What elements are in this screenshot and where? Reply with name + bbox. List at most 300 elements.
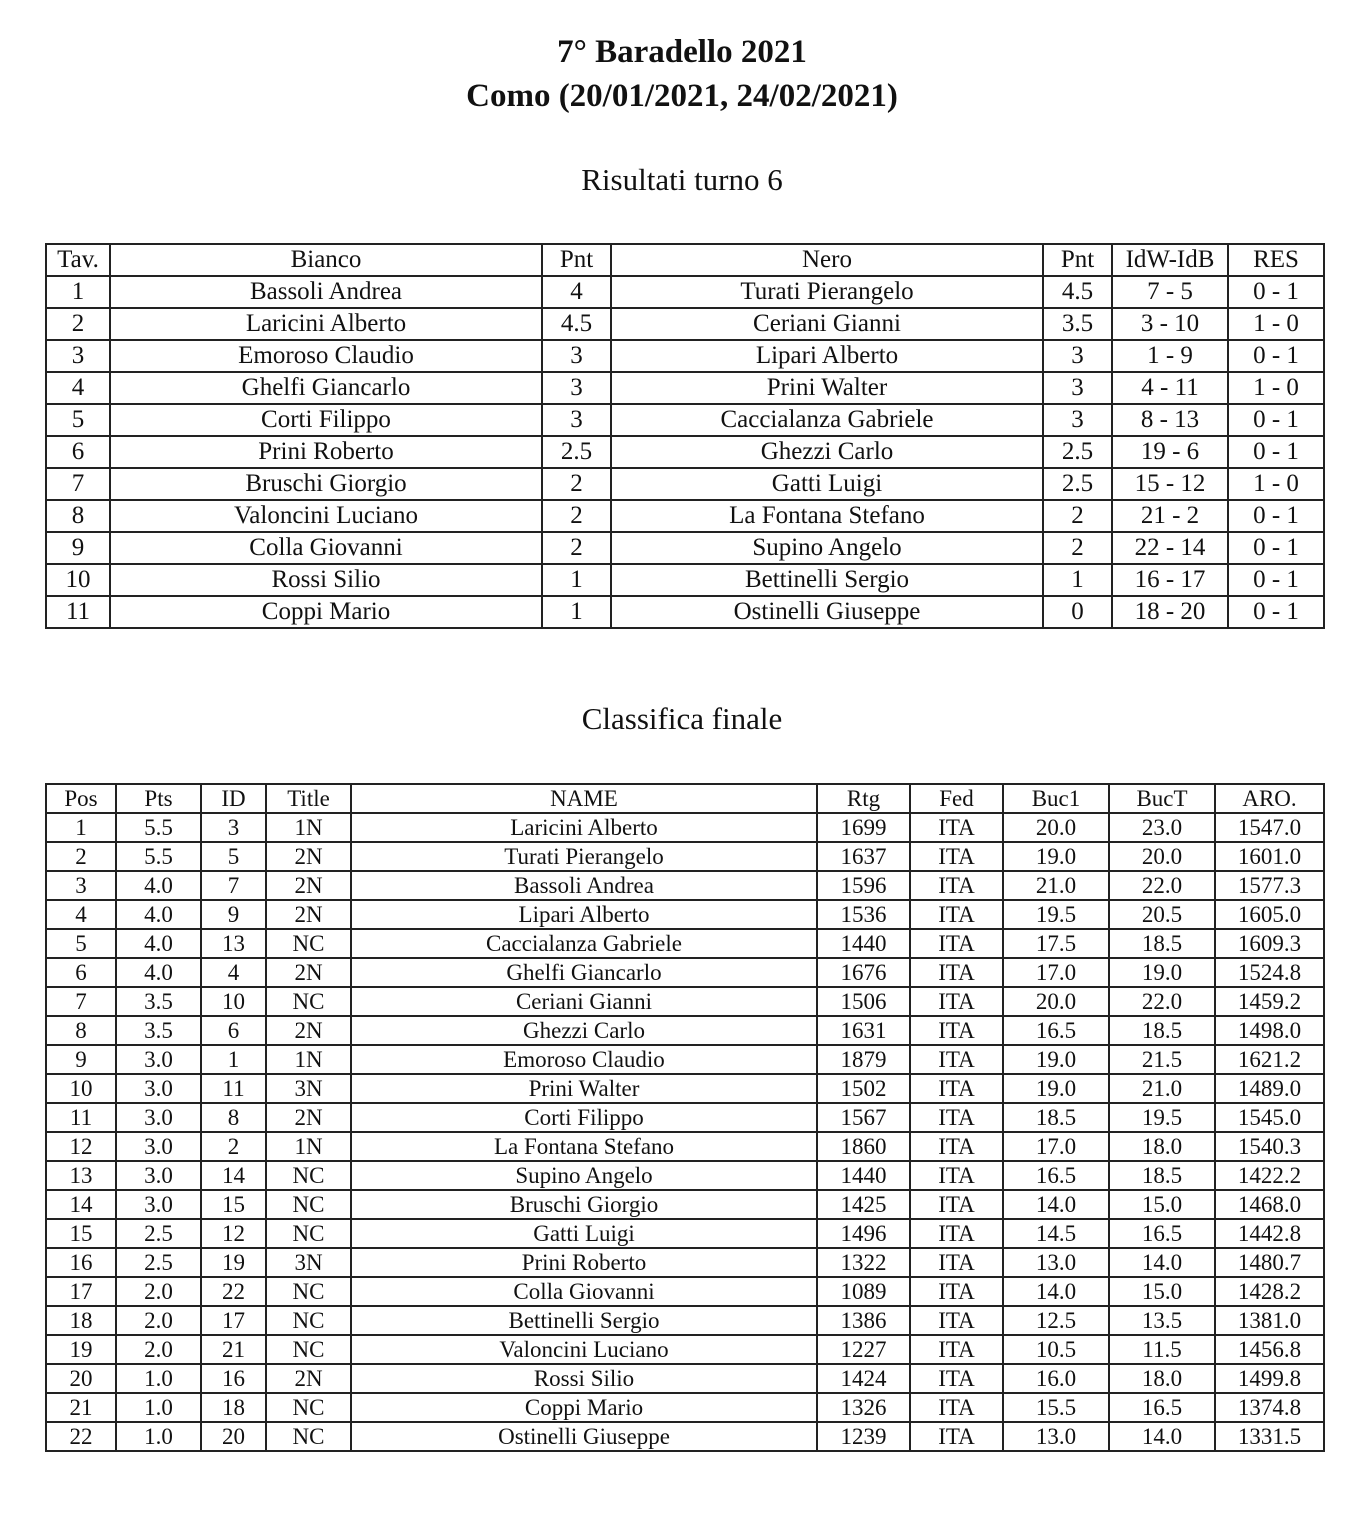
table-row bbox=[46, 372, 1324, 404]
table-cell: 16.5 bbox=[1003, 1016, 1109, 1045]
table-cell: 13.0 bbox=[1003, 1422, 1109, 1451]
table-cell: 1374.8 bbox=[1215, 1393, 1324, 1422]
table-cell: 1605.0 bbox=[1215, 900, 1324, 929]
table-cell: 14 bbox=[46, 1190, 116, 1219]
table-cell: 15.0 bbox=[1109, 1277, 1215, 1306]
table-cell: 21 bbox=[46, 1393, 116, 1422]
table-cell: 7 - 5 bbox=[1112, 276, 1228, 308]
table-cell: ITA bbox=[910, 958, 1003, 987]
table-cell: Colla Giovanni bbox=[351, 1277, 817, 1306]
table-cell: 4 bbox=[542, 276, 611, 308]
table-cell: 1 bbox=[201, 1045, 266, 1074]
table-cell: 1577.3 bbox=[1215, 871, 1324, 900]
table-row bbox=[46, 1219, 1324, 1248]
table-cell: 1 bbox=[1043, 564, 1112, 596]
table-cell: 3 bbox=[542, 404, 611, 436]
table-row bbox=[46, 564, 1324, 596]
table-cell: La Fontana Stefano bbox=[611, 500, 1043, 532]
table-cell: 1227 bbox=[817, 1335, 910, 1364]
table-row bbox=[46, 404, 1324, 436]
table-cell: 10 bbox=[201, 987, 266, 1016]
table-cell: ITA bbox=[910, 1335, 1003, 1364]
table-cell: ITA bbox=[910, 1248, 1003, 1277]
table-cell: 14.0 bbox=[1109, 1248, 1215, 1277]
table-cell: 1N bbox=[266, 1132, 351, 1161]
table-cell: 1547.0 bbox=[1215, 813, 1324, 842]
table-cell: 4.0 bbox=[116, 929, 201, 958]
table-cell: 5 bbox=[46, 929, 116, 958]
table-cell: Rossi Silio bbox=[110, 564, 542, 596]
table-cell: 1489.0 bbox=[1215, 1074, 1324, 1103]
table-cell: 3.0 bbox=[116, 1132, 201, 1161]
table-cell: 3 bbox=[1043, 340, 1112, 372]
table-cell: 15 - 12 bbox=[1112, 468, 1228, 500]
table-cell: Supino Angelo bbox=[351, 1161, 817, 1190]
table-cell: Bettinelli Sergio bbox=[611, 564, 1043, 596]
table-cell: 13.5 bbox=[1109, 1306, 1215, 1335]
table-cell: 2N bbox=[266, 958, 351, 987]
table-cell: Laricini Alberto bbox=[351, 813, 817, 842]
table-cell: 5.5 bbox=[116, 813, 201, 842]
table-cell: 9 bbox=[46, 532, 110, 564]
table-cell: 1456.8 bbox=[1215, 1335, 1324, 1364]
table-cell: 2 bbox=[542, 532, 611, 564]
tournament-title: 7° Baradello 2021 bbox=[557, 34, 807, 70]
table-cell: 5 bbox=[46, 404, 110, 436]
table-cell: NC bbox=[266, 1277, 351, 1306]
table-cell: 1331.5 bbox=[1215, 1422, 1324, 1451]
table-cell: Ceriani Gianni bbox=[351, 987, 817, 1016]
table-cell: 1498.0 bbox=[1215, 1016, 1324, 1045]
table-cell: 2 bbox=[46, 308, 110, 340]
table-row bbox=[46, 1190, 1324, 1219]
table-cell: Caccialanza Gabriele bbox=[351, 929, 817, 958]
table-cell: 18.0 bbox=[1109, 1132, 1215, 1161]
table-cell: 13 bbox=[46, 1161, 116, 1190]
table-cell: 15.5 bbox=[1003, 1393, 1109, 1422]
column-header: Pnt bbox=[1043, 244, 1112, 276]
table-cell: 8 - 13 bbox=[1112, 404, 1228, 436]
table-cell: 4 bbox=[201, 958, 266, 987]
table-cell: ITA bbox=[910, 1306, 1003, 1335]
standings-body bbox=[46, 813, 1324, 1451]
table-cell: 3 - 10 bbox=[1112, 308, 1228, 340]
table-cell: ITA bbox=[910, 1103, 1003, 1132]
table-cell: 18 bbox=[46, 1306, 116, 1335]
table-row bbox=[46, 958, 1324, 987]
table-cell: 0 - 1 bbox=[1228, 404, 1324, 436]
table-cell: 3.5 bbox=[1043, 308, 1112, 340]
table-cell: 17 bbox=[46, 1277, 116, 1306]
table-cell: 1596 bbox=[817, 871, 910, 900]
table-cell: Bruschi Giorgio bbox=[351, 1190, 817, 1219]
table-cell: 6 bbox=[46, 436, 110, 468]
table-row bbox=[46, 1045, 1324, 1074]
column-header: IdW-IdB bbox=[1112, 244, 1228, 276]
table-row bbox=[46, 929, 1324, 958]
table-cell: 0 - 1 bbox=[1228, 276, 1324, 308]
table-cell: 22 bbox=[201, 1277, 266, 1306]
table-cell: 1 bbox=[542, 564, 611, 596]
table-cell: 14 bbox=[201, 1161, 266, 1190]
table-cell: ITA bbox=[910, 871, 1003, 900]
table-cell: ITA bbox=[910, 1045, 1003, 1074]
column-header: Nero bbox=[611, 244, 1043, 276]
table-cell: ITA bbox=[910, 1016, 1003, 1045]
table-row bbox=[46, 532, 1324, 564]
table-row bbox=[46, 1248, 1324, 1277]
column-header: Pos bbox=[46, 784, 116, 813]
table-cell: 1 - 0 bbox=[1228, 372, 1324, 404]
table-cell: Prini Roberto bbox=[351, 1248, 817, 1277]
table-cell: ITA bbox=[910, 813, 1003, 842]
table-cell: 1424 bbox=[817, 1364, 910, 1393]
table-cell: 4.0 bbox=[116, 871, 201, 900]
table-cell: 1496 bbox=[817, 1219, 910, 1248]
table-cell: 17.0 bbox=[1003, 1132, 1109, 1161]
table-cell: 7 bbox=[46, 987, 116, 1016]
table-cell: 16.5 bbox=[1003, 1161, 1109, 1190]
table-cell: Ghelfi Giancarlo bbox=[110, 372, 542, 404]
table-cell: 3 bbox=[542, 340, 611, 372]
table-cell: Bruschi Giorgio bbox=[110, 468, 542, 500]
table-cell: Lipari Alberto bbox=[351, 900, 817, 929]
table-cell: 2N bbox=[266, 1016, 351, 1045]
table-cell: 2.0 bbox=[116, 1306, 201, 1335]
table-cell: 3.0 bbox=[116, 1045, 201, 1074]
table-cell: 19 bbox=[46, 1335, 116, 1364]
table-cell: 18.0 bbox=[1109, 1364, 1215, 1393]
table-cell: 2N bbox=[266, 871, 351, 900]
table-cell: 1621.2 bbox=[1215, 1045, 1324, 1074]
table-cell: 0 - 1 bbox=[1228, 532, 1324, 564]
table-cell: 1N bbox=[266, 813, 351, 842]
document-header bbox=[0, 30, 1364, 118]
table-cell: 9 bbox=[201, 900, 266, 929]
table-cell: 16.5 bbox=[1109, 1219, 1215, 1248]
table-cell: 4.0 bbox=[116, 958, 201, 987]
table-cell: 3.0 bbox=[116, 1103, 201, 1132]
standings-heading: Classifica finale bbox=[581, 701, 783, 736]
table-cell: 19.0 bbox=[1003, 1074, 1109, 1103]
column-header: ID bbox=[201, 784, 266, 813]
table-cell: 12 bbox=[201, 1219, 266, 1248]
table-cell: Bassoli Andrea bbox=[351, 871, 817, 900]
table-cell: 1699 bbox=[817, 813, 910, 842]
table-cell: 3 bbox=[1043, 404, 1112, 436]
table-cell: 1459.2 bbox=[1215, 987, 1324, 1016]
table-cell: NC bbox=[266, 1219, 351, 1248]
table-cell: 23.0 bbox=[1109, 813, 1215, 842]
table-cell: 3 bbox=[46, 340, 110, 372]
table-row bbox=[46, 596, 1324, 628]
tournament-subtitle: Como (20/01/2021, 24/02/2021) bbox=[466, 78, 898, 114]
table-cell: 20.0 bbox=[1109, 842, 1215, 871]
table-cell: 20.0 bbox=[1003, 813, 1109, 842]
table-cell: 1381.0 bbox=[1215, 1306, 1324, 1335]
table-cell: ITA bbox=[910, 1277, 1003, 1306]
table-row bbox=[46, 1364, 1324, 1393]
table-row bbox=[46, 1335, 1324, 1364]
table-cell: 1322 bbox=[817, 1248, 910, 1277]
table-cell: 17.5 bbox=[1003, 929, 1109, 958]
table-cell: 2.0 bbox=[116, 1335, 201, 1364]
table-cell: 4 bbox=[46, 372, 110, 404]
table-cell: La Fontana Stefano bbox=[351, 1132, 817, 1161]
column-header: ARO. bbox=[1215, 784, 1324, 813]
table-cell: 22 bbox=[46, 1422, 116, 1451]
table-cell: 8 bbox=[46, 500, 110, 532]
table-cell: 16 bbox=[46, 1248, 116, 1277]
table-cell: 12 bbox=[46, 1132, 116, 1161]
table-cell: 1468.0 bbox=[1215, 1190, 1324, 1219]
table-cell: 4.5 bbox=[1043, 276, 1112, 308]
table-cell: 4 - 11 bbox=[1112, 372, 1228, 404]
table-cell: 5.5 bbox=[116, 842, 201, 871]
table-cell: 2 bbox=[201, 1132, 266, 1161]
table-cell: 1860 bbox=[817, 1132, 910, 1161]
table-cell: 2 bbox=[46, 842, 116, 871]
table-cell: 1386 bbox=[817, 1306, 910, 1335]
table-cell: 3 bbox=[201, 813, 266, 842]
table-cell: 16.0 bbox=[1003, 1364, 1109, 1393]
column-header: BucT bbox=[1109, 784, 1215, 813]
column-header: NAME bbox=[351, 784, 817, 813]
table-cell: 18.5 bbox=[1003, 1103, 1109, 1132]
table-cell: 3.0 bbox=[116, 1074, 201, 1103]
table-cell: 5 bbox=[201, 842, 266, 871]
table-cell: 16 bbox=[201, 1364, 266, 1393]
table-cell: 2.5 bbox=[116, 1219, 201, 1248]
results-table bbox=[45, 243, 1325, 629]
table-cell: 17.0 bbox=[1003, 958, 1109, 987]
table-cell: 1440 bbox=[817, 1161, 910, 1190]
table-row bbox=[46, 900, 1324, 929]
table-cell: 1 - 9 bbox=[1112, 340, 1228, 372]
table-cell: 1 bbox=[542, 596, 611, 628]
table-cell: 1879 bbox=[817, 1045, 910, 1074]
table-cell: 3.5 bbox=[116, 987, 201, 1016]
table-cell: 18 bbox=[201, 1393, 266, 1422]
table-cell: 19.0 bbox=[1003, 1045, 1109, 1074]
table-cell: 9 bbox=[46, 1045, 116, 1074]
table-cell: 1524.8 bbox=[1215, 958, 1324, 987]
table-cell: ITA bbox=[910, 1132, 1003, 1161]
table-cell: 18.5 bbox=[1109, 1016, 1215, 1045]
table-row bbox=[46, 1016, 1324, 1045]
table-cell: NC bbox=[266, 929, 351, 958]
table-cell: 1637 bbox=[817, 842, 910, 871]
table-cell: 1428.2 bbox=[1215, 1277, 1324, 1306]
table-cell: 1425 bbox=[817, 1190, 910, 1219]
table-cell: 1545.0 bbox=[1215, 1103, 1324, 1132]
table-cell: 2.0 bbox=[116, 1277, 201, 1306]
table-cell: 19.0 bbox=[1003, 842, 1109, 871]
table-cell: 21 bbox=[201, 1335, 266, 1364]
table-cell: 3 bbox=[542, 372, 611, 404]
table-row bbox=[46, 308, 1324, 340]
table-cell: 0 - 1 bbox=[1228, 340, 1324, 372]
table-cell: 2.5 bbox=[1043, 436, 1112, 468]
table-cell: ITA bbox=[910, 1074, 1003, 1103]
table-row bbox=[46, 1306, 1324, 1335]
table-cell: 22.0 bbox=[1109, 871, 1215, 900]
table-cell: 1502 bbox=[817, 1074, 910, 1103]
table-cell: 2N bbox=[266, 1103, 351, 1132]
table-cell: 21 - 2 bbox=[1112, 500, 1228, 532]
table-cell: 2N bbox=[266, 842, 351, 871]
table-cell: 20.5 bbox=[1109, 900, 1215, 929]
table-cell: ITA bbox=[910, 1364, 1003, 1393]
table-cell: NC bbox=[266, 987, 351, 1016]
table-cell: 2N bbox=[266, 1364, 351, 1393]
table-cell: 7 bbox=[46, 468, 110, 500]
table-cell: Caccialanza Gabriele bbox=[611, 404, 1043, 436]
table-row bbox=[46, 1161, 1324, 1190]
table-cell: Lipari Alberto bbox=[611, 340, 1043, 372]
table-cell: Colla Giovanni bbox=[110, 532, 542, 564]
table-cell: 3 bbox=[46, 871, 116, 900]
table-cell: 3.0 bbox=[116, 1161, 201, 1190]
table-cell: 2 bbox=[1043, 532, 1112, 564]
table-cell: 1 bbox=[46, 276, 110, 308]
table-cell: Ostinelli Giuseppe bbox=[351, 1422, 817, 1451]
table-cell: 1326 bbox=[817, 1393, 910, 1422]
table-cell: 1.0 bbox=[116, 1393, 201, 1422]
table-cell: 1540.3 bbox=[1215, 1132, 1324, 1161]
table-cell: 11 bbox=[46, 596, 110, 628]
table-cell: 4.5 bbox=[542, 308, 611, 340]
table-cell: Ghezzi Carlo bbox=[611, 436, 1043, 468]
table-cell: 11 bbox=[46, 1103, 116, 1132]
table-cell: 18 - 20 bbox=[1112, 596, 1228, 628]
table-cell: 1440 bbox=[817, 929, 910, 958]
table-cell: 1 bbox=[46, 813, 116, 842]
standings-table bbox=[45, 783, 1325, 1452]
table-cell: 1.0 bbox=[116, 1364, 201, 1393]
table-cell: Ostinelli Giuseppe bbox=[611, 596, 1043, 628]
table-cell: 18.5 bbox=[1109, 1161, 1215, 1190]
table-cell: 11 bbox=[201, 1074, 266, 1103]
table-row bbox=[46, 813, 1324, 842]
table-cell: 2.5 bbox=[1043, 468, 1112, 500]
column-header: Tav. bbox=[46, 244, 110, 276]
table-cell: 14.0 bbox=[1003, 1190, 1109, 1219]
table-cell: 15 bbox=[201, 1190, 266, 1219]
table-cell: Ghelfi Giancarlo bbox=[351, 958, 817, 987]
table-cell: Coppi Mario bbox=[351, 1393, 817, 1422]
table-cell: 19.0 bbox=[1109, 958, 1215, 987]
table-cell: Coppi Mario bbox=[110, 596, 542, 628]
table-cell: 1 - 0 bbox=[1228, 308, 1324, 340]
table-cell: ITA bbox=[910, 1219, 1003, 1248]
table-cell: Valoncini Luciano bbox=[110, 500, 542, 532]
table-cell: 1567 bbox=[817, 1103, 910, 1132]
table-cell: 21.5 bbox=[1109, 1045, 1215, 1074]
table-cell: Supino Angelo bbox=[611, 532, 1043, 564]
table-cell: 7 bbox=[201, 871, 266, 900]
table-cell: 1506 bbox=[817, 987, 910, 1016]
table-cell: 2 bbox=[542, 500, 611, 532]
table-cell: 1480.7 bbox=[1215, 1248, 1324, 1277]
table-cell: NC bbox=[266, 1306, 351, 1335]
column-header: Fed bbox=[910, 784, 1003, 813]
table-cell: 19.5 bbox=[1003, 900, 1109, 929]
table-row bbox=[46, 468, 1324, 500]
table-cell: 1499.8 bbox=[1215, 1364, 1324, 1393]
table-cell: 6 bbox=[46, 958, 116, 987]
table-cell: Corti Filippo bbox=[351, 1103, 817, 1132]
column-header: Bianco bbox=[110, 244, 542, 276]
table-cell: Laricini Alberto bbox=[110, 308, 542, 340]
table-cell: NC bbox=[266, 1422, 351, 1451]
table-row bbox=[46, 1103, 1324, 1132]
table-cell: 6 bbox=[201, 1016, 266, 1045]
table-cell: 0 - 1 bbox=[1228, 564, 1324, 596]
table-cell: 10.5 bbox=[1003, 1335, 1109, 1364]
table-cell: 1601.0 bbox=[1215, 842, 1324, 871]
table-cell: 14.0 bbox=[1003, 1277, 1109, 1306]
results-heading: Risultati turno 6 bbox=[581, 162, 783, 197]
table-row bbox=[46, 1422, 1324, 1451]
table-cell: 21.0 bbox=[1003, 871, 1109, 900]
standings-header-row bbox=[46, 784, 1324, 813]
table-cell: 3N bbox=[266, 1074, 351, 1103]
table-cell: Bassoli Andrea bbox=[110, 276, 542, 308]
table-cell: 1089 bbox=[817, 1277, 910, 1306]
table-cell: 21.0 bbox=[1109, 1074, 1215, 1103]
table-cell: 10 bbox=[46, 564, 110, 596]
results-body bbox=[46, 276, 1324, 628]
table-cell: Turati Pierangelo bbox=[351, 842, 817, 871]
table-cell: 20 bbox=[201, 1422, 266, 1451]
table-cell: Ghezzi Carlo bbox=[351, 1016, 817, 1045]
table-cell: 3.0 bbox=[116, 1190, 201, 1219]
table-cell: 1631 bbox=[817, 1016, 910, 1045]
table-cell: 3 bbox=[1043, 372, 1112, 404]
table-cell: 0 bbox=[1043, 596, 1112, 628]
table-row bbox=[46, 276, 1324, 308]
table-cell: 2 bbox=[542, 468, 611, 500]
table-cell: Emoroso Claudio bbox=[351, 1045, 817, 1074]
table-cell: 20 bbox=[46, 1364, 116, 1393]
table-cell: 1442.8 bbox=[1215, 1219, 1324, 1248]
table-row bbox=[46, 987, 1324, 1016]
table-row bbox=[46, 871, 1324, 900]
table-cell: 4 bbox=[46, 900, 116, 929]
table-cell: Prini Walter bbox=[611, 372, 1043, 404]
table-cell: ITA bbox=[910, 929, 1003, 958]
table-cell: 19.5 bbox=[1109, 1103, 1215, 1132]
column-header: Title bbox=[266, 784, 351, 813]
table-cell: 2.5 bbox=[116, 1248, 201, 1277]
table-cell: 15 bbox=[46, 1219, 116, 1248]
table-cell: ITA bbox=[910, 1161, 1003, 1190]
table-cell: 15.0 bbox=[1109, 1190, 1215, 1219]
table-cell: 14.0 bbox=[1109, 1422, 1215, 1451]
table-row bbox=[46, 842, 1324, 871]
table-cell: 12.5 bbox=[1003, 1306, 1109, 1335]
table-cell: 13 bbox=[201, 929, 266, 958]
table-cell: 19 bbox=[201, 1248, 266, 1277]
results-header-row bbox=[46, 244, 1324, 276]
table-cell: 16 - 17 bbox=[1112, 564, 1228, 596]
table-cell: 19 - 6 bbox=[1112, 436, 1228, 468]
table-cell: NC bbox=[266, 1393, 351, 1422]
table-cell: 13.0 bbox=[1003, 1248, 1109, 1277]
table-cell: NC bbox=[266, 1161, 351, 1190]
table-row bbox=[46, 436, 1324, 468]
